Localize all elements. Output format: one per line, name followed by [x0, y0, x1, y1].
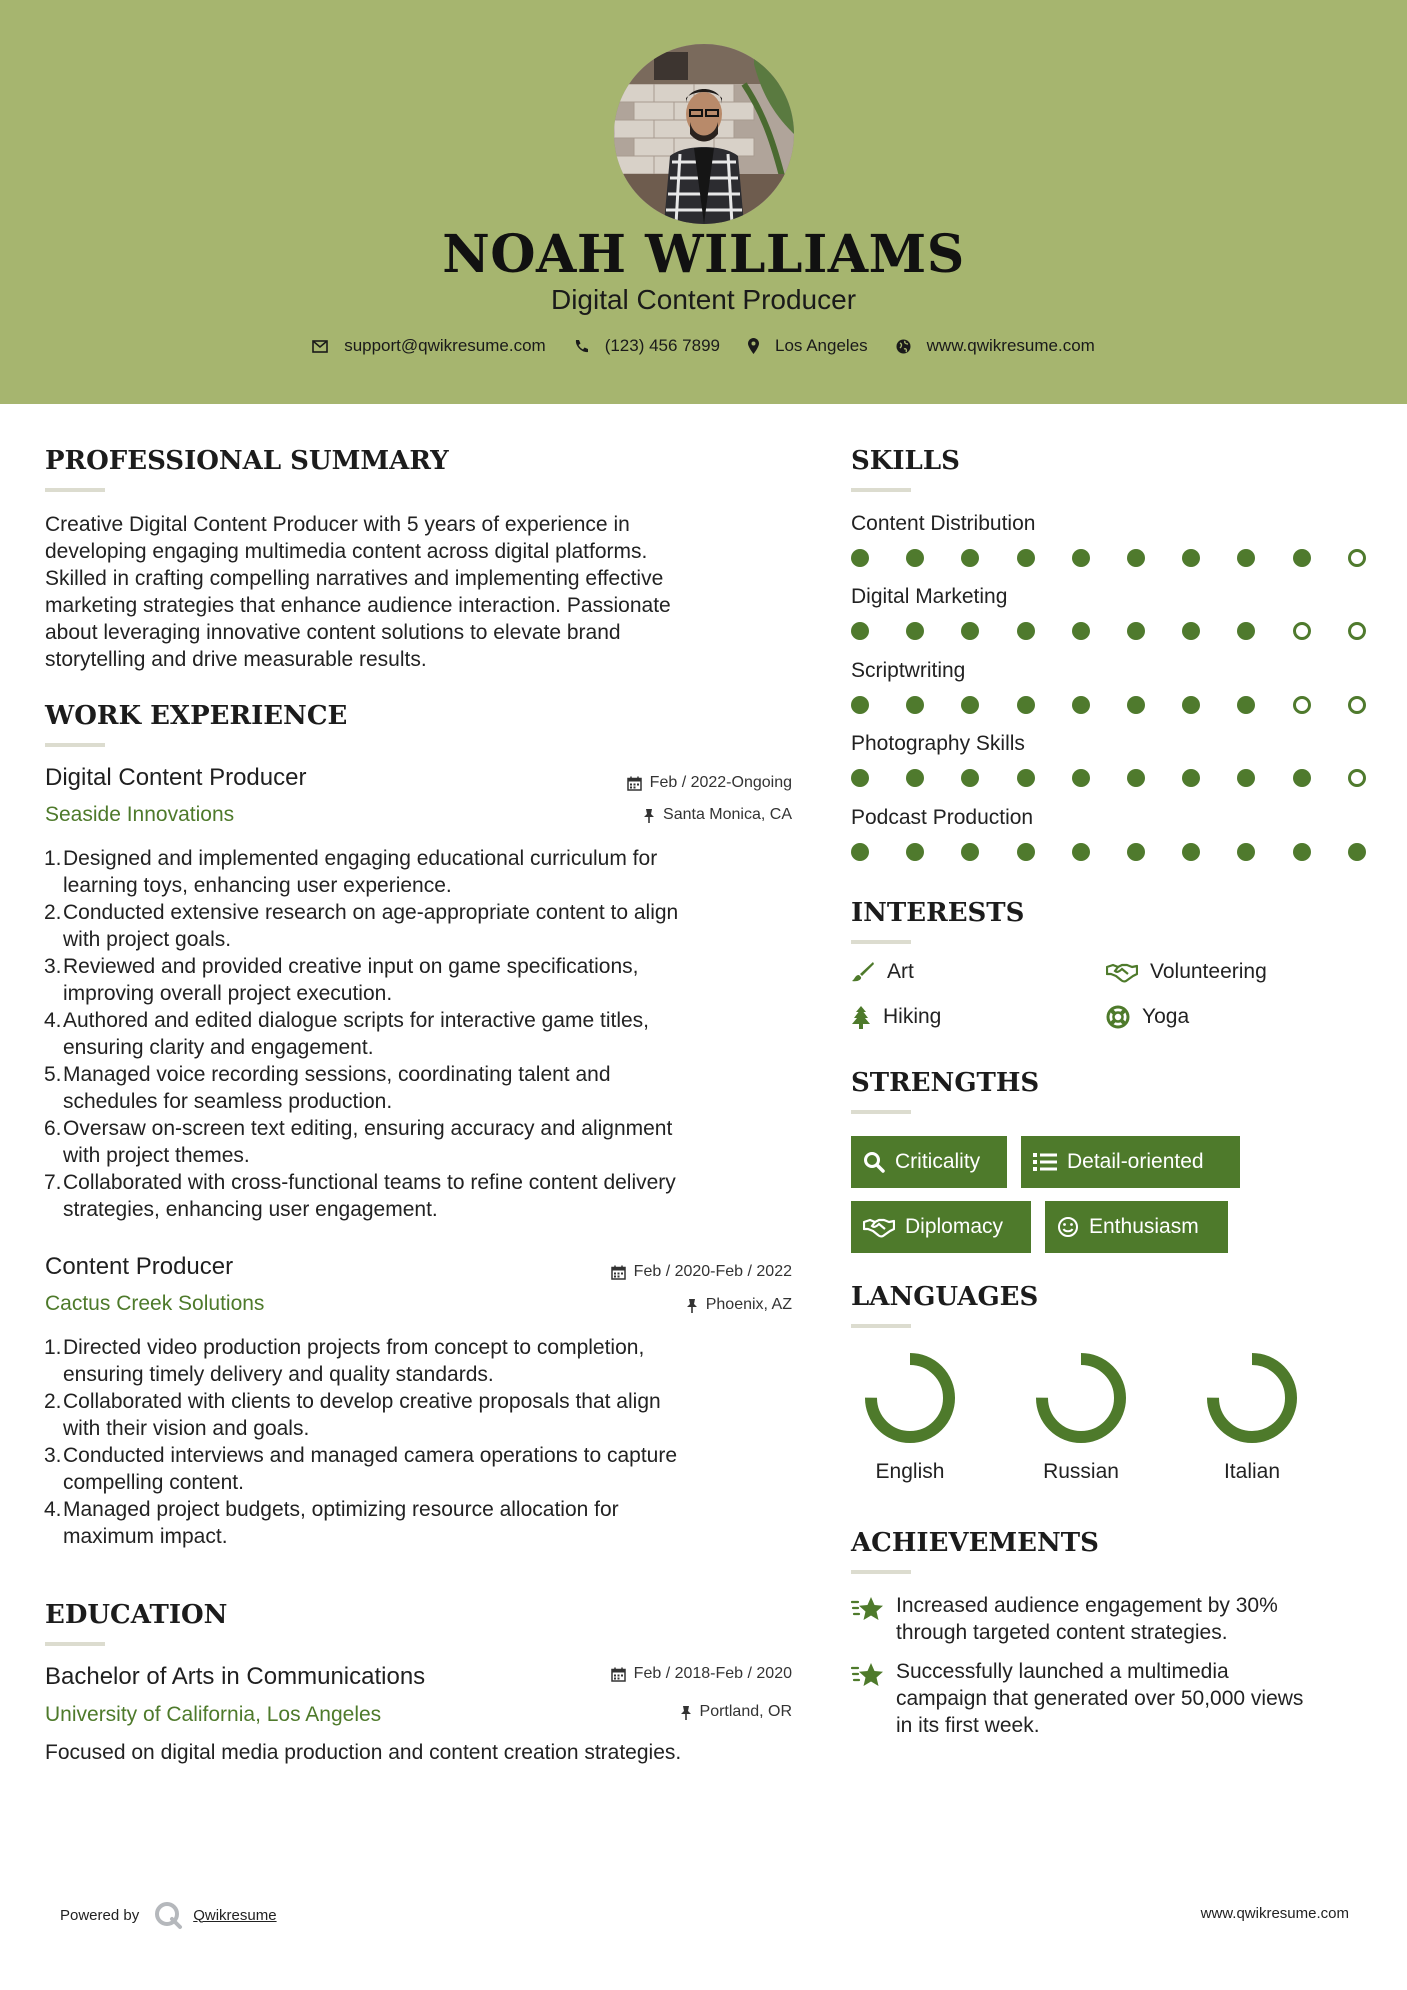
pushpin-icon [643, 808, 655, 823]
skill-dot-filled [961, 843, 979, 861]
list-item [44, 1388, 784, 1442]
list-number: 7. [44, 1171, 62, 1194]
skill-dot-filled [1182, 696, 1200, 714]
list-item [44, 1115, 784, 1169]
skill-name: Podcast Production [851, 806, 1034, 829]
skill-dot-empty [1293, 622, 1311, 640]
list-number: 3. [44, 1444, 62, 1467]
list-item [44, 899, 784, 953]
skill-dot-filled [906, 843, 924, 861]
education-location-text: Portland, OR [699, 1703, 792, 1720]
education-description: Focused on digital media production and content creation strategies. [45, 1741, 682, 1764]
strength-badge-enthusiasm [1045, 1201, 1228, 1253]
skill-dot-empty [1348, 549, 1366, 567]
skill-dot-filled [1127, 696, 1145, 714]
language-item [1021, 1350, 1141, 1484]
skill-dot-filled [1127, 622, 1145, 640]
job-location-text: Santa Monica, CA [663, 806, 792, 823]
tree-icon [851, 1005, 871, 1029]
skill-dot-filled [961, 769, 979, 787]
education-heading: EDUCATION [45, 1600, 228, 1630]
interest-label: Art [887, 960, 914, 983]
skill-dot-filled [1182, 843, 1200, 861]
contact-location-text: Los Angeles [775, 336, 868, 355]
skill-dot-filled [1072, 843, 1090, 861]
lifering-icon [1106, 1005, 1130, 1029]
contact-bar [0, 336, 1407, 356]
list-number: 4. [44, 1498, 62, 1521]
skill-dot-empty [1348, 769, 1366, 787]
skill-dot-filled [1072, 696, 1090, 714]
language-item [850, 1350, 970, 1484]
skill-dot-filled [1017, 622, 1035, 640]
list-number: 2. [44, 1390, 62, 1413]
list-line: maximum impact. [63, 1525, 228, 1548]
degree-title: Bachelor of Arts in Communications [45, 1663, 426, 1690]
job-company: Seaside Innovations [45, 803, 235, 826]
search-icon [863, 1151, 885, 1173]
skill-dot-filled [1127, 549, 1145, 567]
profile-photo [614, 44, 794, 224]
list-line: Oversaw on-screen text editing, ensuring accuracy and alignment [63, 1117, 673, 1140]
list-line: Conducted extensive research on age-appropriate content to align [63, 901, 679, 924]
language-item [1192, 1350, 1312, 1484]
list-item [44, 1007, 784, 1061]
skill-name: Content Distribution [851, 512, 1036, 535]
list-item [44, 845, 784, 899]
interests-heading: INTERESTS [851, 898, 1025, 928]
skill-rating [851, 549, 1371, 569]
list-number: 6. [44, 1117, 62, 1140]
achievement-line: Successfully launched a multimedia [896, 1660, 1229, 1683]
skill-dot-filled [906, 769, 924, 787]
skill-dot-filled [1017, 549, 1035, 567]
list-line: compelling content. [63, 1471, 244, 1494]
achievement-item [851, 1658, 1371, 1739]
list-icon [1033, 1152, 1057, 1172]
summary-heading-rule [45, 488, 105, 492]
strengths-heading-rule [851, 1110, 911, 1114]
school-name: University of California, Los Angeles [45, 1703, 382, 1726]
list-number: 1. [44, 1336, 62, 1359]
job-dates-text: Feb / 2020-Feb / 2022 [633, 1263, 792, 1280]
skill-dot-filled [1237, 622, 1255, 640]
skill-dot-filled [1237, 769, 1255, 787]
list-number: 4. [44, 1009, 62, 1032]
language-progress-ring [862, 1350, 958, 1446]
skill-dot-empty [1348, 696, 1366, 714]
language-progress-ring [1204, 1350, 1300, 1446]
language-name: English [875, 1460, 945, 1483]
contact-phone[interactable] [574, 336, 720, 356]
job-title: Digital Content Producer [45, 764, 307, 791]
skill-dot-filled [851, 549, 869, 567]
summary-line: developing engaging multimedia content across digital platforms. [45, 540, 648, 563]
experience-heading: WORK EXPERIENCE [45, 701, 348, 731]
achievements-heading: ACHIEVEMENTS [851, 1528, 1099, 1558]
experience-heading-rule [45, 743, 105, 747]
envelope-icon [312, 340, 328, 353]
languages-heading: LANGUAGES [851, 1282, 1039, 1312]
footer-powered-by [60, 1900, 277, 1930]
summary-line: marketing strategies that enhance audience interaction. Passionate [45, 594, 671, 617]
contact-website[interactable] [896, 336, 1095, 356]
list-item [44, 953, 784, 1007]
list-line: improving overall project execution. [63, 982, 393, 1005]
job-location-text: Phoenix, AZ [705, 1296, 792, 1313]
language-name: Russian [1043, 1460, 1119, 1483]
job-title: Content Producer [45, 1253, 234, 1280]
strength-badge-criticality [851, 1136, 1007, 1188]
list-line: Collaborated with clients to develop creative proposals that align [63, 1390, 661, 1413]
calendar-icon [627, 776, 642, 791]
candidate-title: Digital Content Producer [550, 284, 857, 315]
strengths-heading: STRENGTHS [851, 1068, 1040, 1098]
skills-heading-rule [851, 488, 911, 492]
list-number: 5. [44, 1063, 62, 1086]
skill-dot-filled [1293, 843, 1311, 861]
list-line: Conducted interviews and managed camera operations to capture [63, 1444, 678, 1467]
skill-dot-filled [1182, 549, 1200, 567]
skill-name: Digital Marketing [851, 585, 1008, 608]
brush-icon [851, 961, 875, 983]
footer-website-link[interactable]: www.qwikresume.com [1200, 1905, 1349, 1922]
skill-dot-filled [851, 696, 869, 714]
interests-heading-rule [851, 940, 911, 944]
list-line: Collaborated with cross-functional teams to refine content delivery [63, 1171, 676, 1194]
job-responsibilities [44, 1334, 784, 1550]
achievement-line: in its first week. [896, 1714, 1040, 1737]
interest-hiking [851, 1005, 941, 1029]
list-line: Managed project budgets, optimizing resource allocation for [63, 1498, 619, 1521]
qwikresume-logo-icon [153, 1900, 183, 1930]
summary-line: Skilled in crafting compelling narratives and implementing effective [45, 567, 664, 590]
summary-line: about leveraging innovative content solutions to elevate brand [45, 621, 621, 644]
strength-badge-diplomacy [851, 1201, 1031, 1253]
skill-rating [851, 843, 1371, 863]
achievement-line: Increased audience engagement by 30% [896, 1594, 1278, 1617]
list-line: with their vision and goals. [63, 1417, 310, 1440]
skill-dot-filled [1237, 843, 1255, 861]
skill-dot-filled [1072, 769, 1090, 787]
calendar-icon [611, 1667, 626, 1682]
list-line: with project themes. [63, 1144, 250, 1167]
list-line: Reviewed and provided creative input on game specifications, [63, 955, 639, 978]
list-line: Authored and edited dialogue scripts for interactive game titles, [63, 1009, 650, 1032]
interest-label: Hiking [883, 1005, 942, 1028]
skill-dot-filled [961, 696, 979, 714]
interest-yoga [1106, 1005, 1189, 1029]
skill-dot-filled [1182, 769, 1200, 787]
language-progress-ring [1033, 1350, 1129, 1446]
skill-dot-filled [1072, 549, 1090, 567]
summary-line: storytelling and drive measurable results. [45, 648, 427, 671]
candidate-name: NOAH WILLIAMS [442, 224, 965, 285]
pushpin-icon [680, 1705, 692, 1720]
job-dates [611, 1263, 792, 1281]
skill-name: Scriptwriting [851, 659, 966, 682]
skill-dot-filled [961, 549, 979, 567]
star-icon [851, 1661, 885, 1689]
handshake-icon [1106, 961, 1138, 983]
list-item [44, 1442, 784, 1496]
job-location [686, 1296, 792, 1314]
star-icon [851, 1595, 885, 1623]
skill-dot-filled [1348, 843, 1366, 861]
list-line: ensuring timely delivery and quality standards. [63, 1363, 494, 1386]
contact-email-text: support@qwikresume.com [344, 336, 546, 355]
contact-location [748, 336, 868, 356]
list-line: Designed and implemented engaging educational curriculum for [63, 847, 658, 870]
skill-dot-filled [1017, 769, 1035, 787]
contact-email[interactable] [312, 336, 546, 356]
education-dates-text: Feb / 2018-Feb / 2020 [633, 1665, 792, 1682]
interest-label: Volunteering [1150, 960, 1267, 983]
list-item [44, 1334, 784, 1388]
skill-dot-filled [1237, 696, 1255, 714]
skill-dot-filled [851, 843, 869, 861]
interest-art [851, 960, 914, 984]
strength-label: Enthusiasm [1089, 1215, 1199, 1238]
summary-text [45, 511, 805, 673]
skill-dot-filled [851, 622, 869, 640]
powered-by-text: Powered by [60, 1906, 140, 1924]
job-company: Cactus Creek Solutions [45, 1292, 265, 1315]
job-responsibilities [44, 845, 784, 1223]
skills-heading: SKILLS [851, 446, 960, 476]
interest-volunteering [1106, 960, 1267, 984]
skill-dot-filled [1293, 769, 1311, 787]
profile-photo-image [614, 44, 794, 224]
skill-dot-filled [1237, 549, 1255, 567]
strength-badge-detail-oriented [1021, 1136, 1240, 1188]
achievements-heading-rule [851, 1570, 911, 1574]
handshake-icon [863, 1216, 895, 1238]
globe-icon [896, 339, 911, 354]
skill-dot-filled [851, 769, 869, 787]
education-dates [611, 1665, 792, 1683]
contact-website-text: www.qwikresume.com [926, 336, 1095, 355]
skill-name: Photography Skills [851, 732, 1025, 755]
skill-dot-filled [961, 622, 979, 640]
languages-heading-rule [851, 1324, 911, 1328]
job-dates [627, 774, 792, 792]
achievement-line: through targeted content strategies. [896, 1621, 1228, 1644]
language-name: Italian [1223, 1460, 1281, 1483]
skill-dot-empty [1348, 622, 1366, 640]
resume-header [0, 0, 1407, 404]
list-line: schedules for seamless production. [63, 1090, 393, 1113]
summary-heading: PROFESSIONAL SUMMARY [45, 446, 449, 476]
skill-dot-filled [1127, 769, 1145, 787]
education-location [680, 1703, 792, 1721]
skill-dot-filled [1127, 843, 1145, 861]
strength-label: Detail-oriented [1067, 1150, 1204, 1173]
skill-dot-filled [1017, 696, 1035, 714]
calendar-icon [611, 1265, 626, 1280]
list-item [44, 1496, 784, 1550]
strength-label: Diplomacy [905, 1215, 1004, 1238]
list-item [44, 1169, 784, 1223]
skill-rating [851, 696, 1371, 716]
contact-phone-text: (123) 456 7899 [604, 336, 721, 355]
achievement-line: campaign that generated over 50,000 views [896, 1687, 1304, 1710]
pushpin-icon [686, 1298, 698, 1313]
list-number: 3. [44, 955, 62, 978]
achievement-item [851, 1592, 1371, 1646]
skill-dot-filled [906, 696, 924, 714]
qwikresume-brand-link[interactable]: Qwikresume [193, 1906, 277, 1924]
list-line: with project goals. [63, 928, 232, 951]
strength-label: Criticality [895, 1150, 981, 1173]
list-line: ensuring clarity and engagement. [63, 1036, 374, 1059]
map-marker-icon [748, 338, 759, 354]
skill-dot-filled [906, 622, 924, 640]
list-line: learning toys, enhancing user experience. [63, 874, 452, 897]
list-line: Directed video production projects from concept to completion, [63, 1336, 645, 1359]
phone-icon [574, 339, 589, 354]
list-number: 2. [44, 901, 62, 924]
education-heading-rule [45, 1642, 105, 1646]
list-line: Managed voice recording sessions, coordinating talent and [63, 1063, 611, 1086]
skill-dot-empty [1293, 696, 1311, 714]
skill-dot-filled [1293, 549, 1311, 567]
list-line: strategies, enhancing user engagement. [63, 1198, 438, 1221]
skill-dot-filled [906, 549, 924, 567]
smile-icon [1057, 1216, 1079, 1238]
skill-dot-filled [1182, 622, 1200, 640]
skill-dot-filled [1072, 622, 1090, 640]
list-item [44, 1061, 784, 1115]
skill-dot-filled [1017, 843, 1035, 861]
job-location [643, 806, 792, 824]
summary-line: Creative Digital Content Producer with 5 years of experience in [45, 513, 630, 536]
skill-rating [851, 622, 1371, 642]
interest-label: Yoga [1142, 1005, 1190, 1028]
list-number: 1. [44, 847, 62, 870]
job-dates-text: Feb / 2022-Ongoing [649, 774, 792, 791]
skill-rating [851, 769, 1371, 789]
